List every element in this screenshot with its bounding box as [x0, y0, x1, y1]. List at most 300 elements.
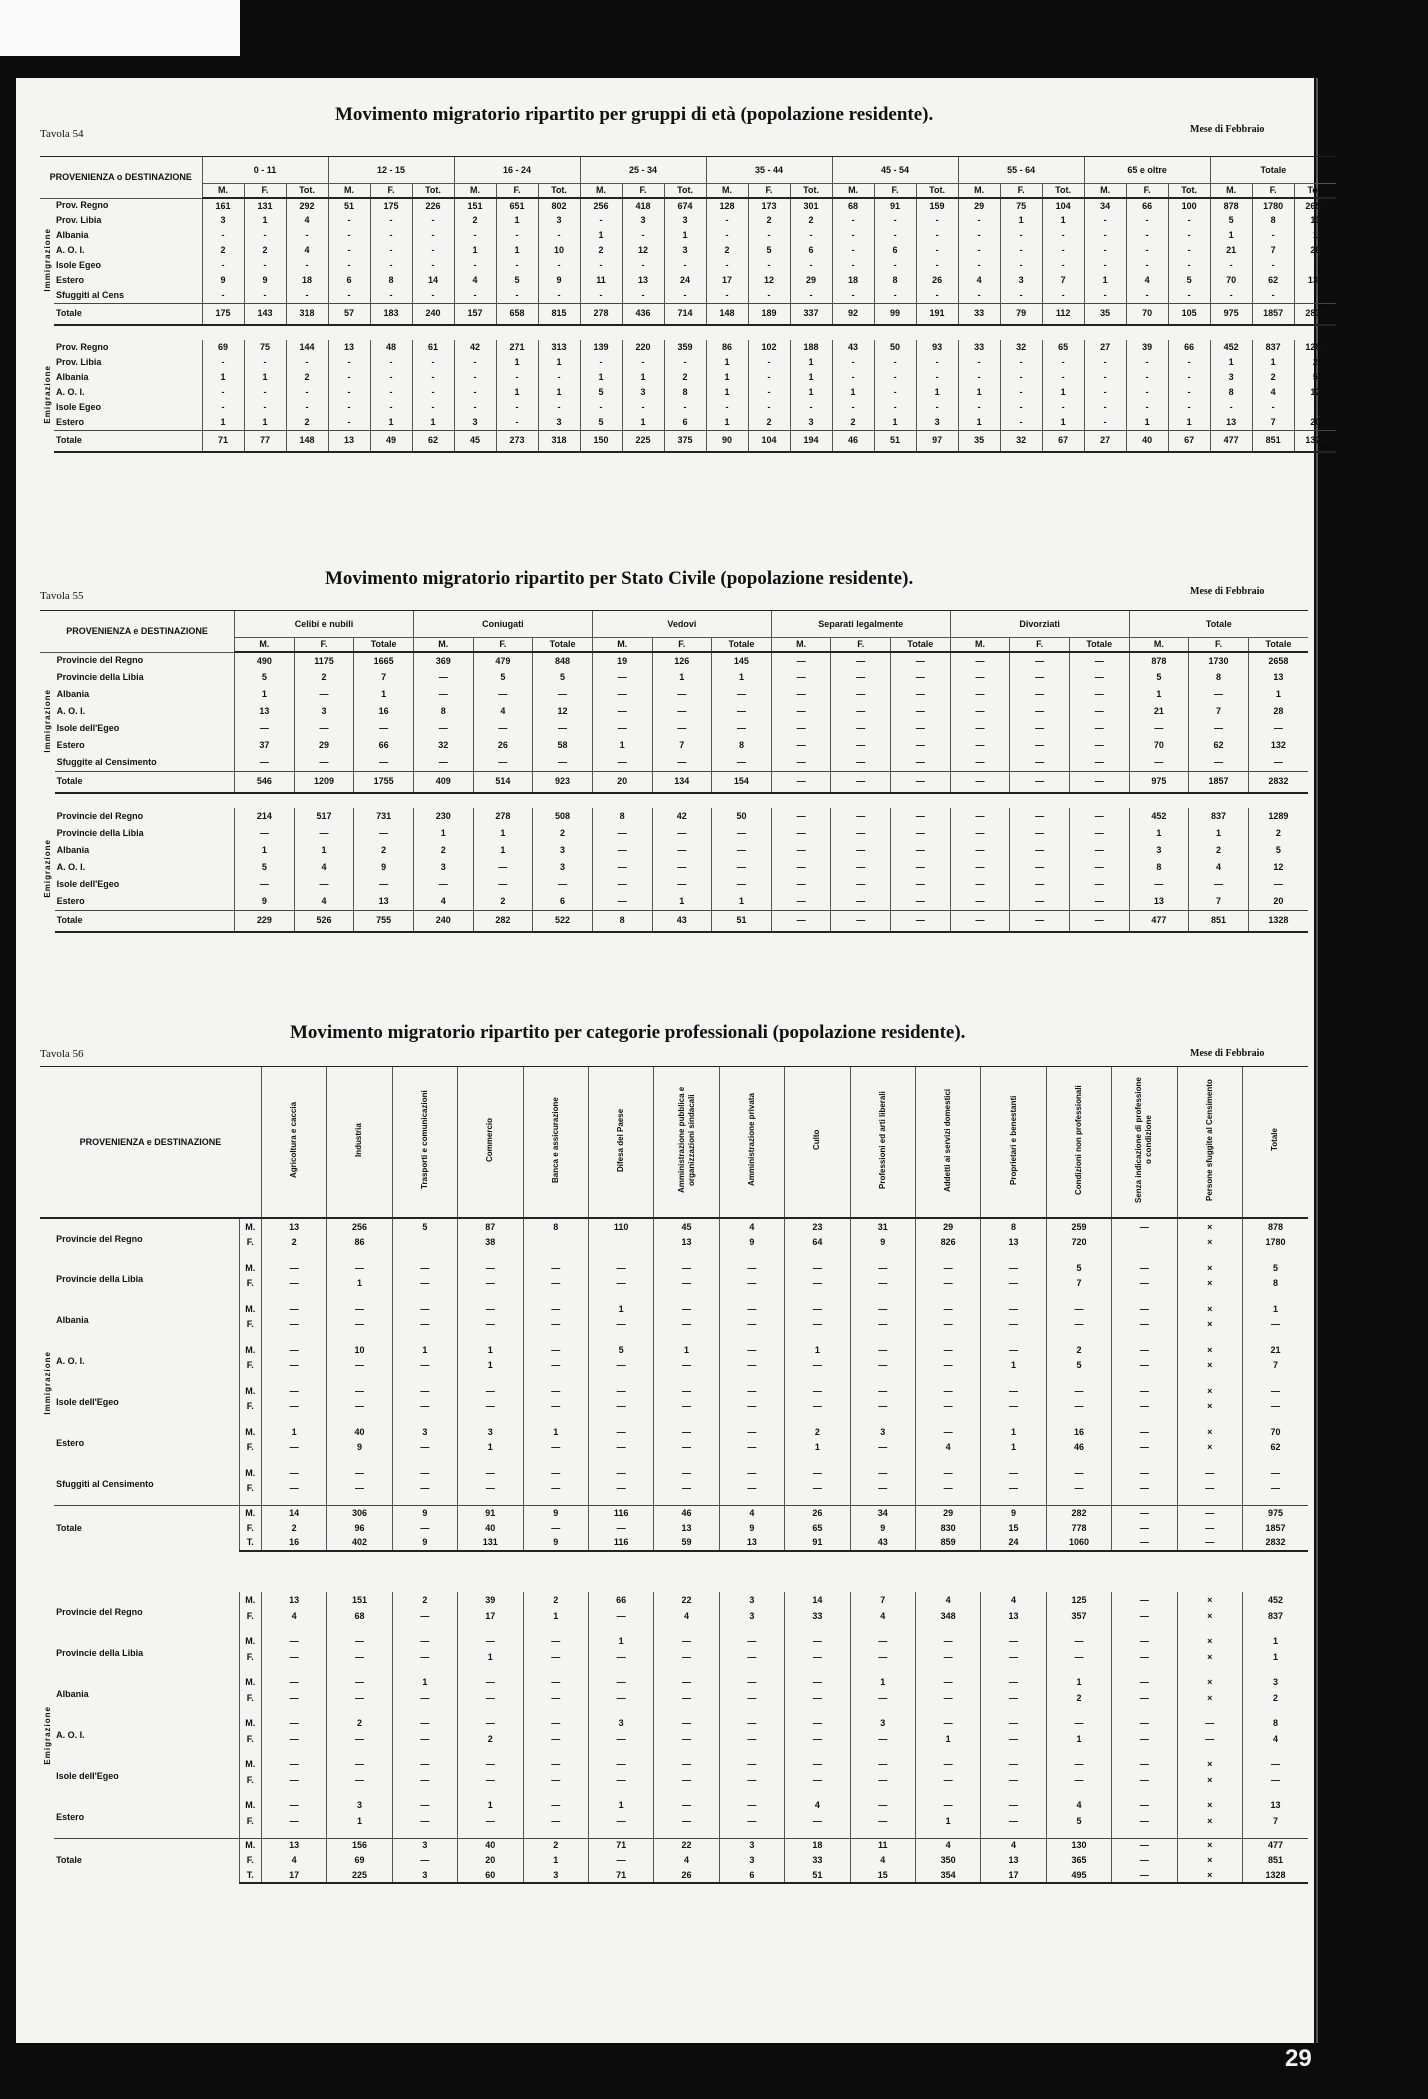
cell-value: —	[915, 1651, 980, 1674]
cell-value: 720	[1046, 1236, 1111, 1259]
total-value: 26	[654, 1868, 719, 1883]
total-value: —	[1112, 1853, 1177, 1868]
cell-value: -	[664, 288, 706, 303]
cell-value: -	[832, 400, 874, 415]
total-value: 2	[261, 1521, 326, 1536]
cell-value: 8	[1129, 859, 1189, 876]
total-value: 546	[235, 771, 295, 793]
cell-value: 1	[981, 1359, 1046, 1382]
category-header	[458, 1067, 523, 1219]
cell-value: 1	[1242, 1651, 1308, 1674]
cell-value: -	[1126, 370, 1168, 385]
cell-value: —	[1242, 1756, 1308, 1774]
cell-value: —	[392, 1300, 457, 1318]
cell-value: 1	[413, 825, 473, 842]
cell-value: -	[244, 355, 286, 370]
cell-value: 837	[1189, 808, 1249, 825]
cell-value: —	[523, 1300, 588, 1318]
cell-value: 5	[1242, 1259, 1308, 1277]
cell-value: -	[202, 228, 244, 243]
cell-value: 4	[1046, 1797, 1111, 1815]
total-value: 46	[654, 1506, 719, 1521]
cell-value: —	[831, 825, 891, 842]
cell-value: -	[1084, 370, 1126, 385]
cell-value: —	[392, 1382, 457, 1400]
total-value: 116	[588, 1536, 653, 1551]
cell-value: —	[785, 1692, 850, 1715]
total-value: 365	[1046, 1853, 1111, 1868]
cell-value: —	[981, 1756, 1046, 1774]
section-label-immigrazione	[40, 198, 54, 325]
cell-value: -	[370, 288, 412, 303]
cell-value: —	[654, 1774, 719, 1797]
cell-value: —	[1112, 1400, 1177, 1423]
cell-value: 1	[790, 370, 832, 385]
total-value: 20	[592, 771, 652, 793]
cell-value: 3	[719, 1592, 784, 1610]
cell-value: 802	[538, 198, 580, 213]
cell-value: 87	[458, 1218, 523, 1236]
cell-value: —	[950, 737, 1010, 754]
total-value: 3	[392, 1838, 457, 1853]
cell-value: —	[850, 1464, 915, 1482]
cell-value: -	[244, 400, 286, 415]
total-value: 71	[588, 1838, 653, 1853]
sex-label: F.	[239, 1853, 261, 1868]
cell-value: —	[261, 1674, 326, 1692]
sex-label: F.	[239, 1359, 261, 1382]
cell-value: ×	[1177, 1341, 1242, 1359]
cell-value: 4	[981, 1592, 1046, 1610]
cell-value: —	[1046, 1318, 1111, 1341]
cell-value: -	[706, 213, 748, 228]
cell-value: ×	[1177, 1774, 1242, 1797]
section-label-emigrazione	[40, 340, 54, 452]
cell-value: -	[1168, 213, 1210, 228]
cell-value: -	[958, 228, 1000, 243]
subcol-header: F.	[748, 184, 790, 199]
cell-value: 12	[1248, 859, 1308, 876]
sex-label: M.	[239, 1592, 261, 1610]
cell-value: 1	[1210, 355, 1252, 370]
cell-value: ×	[1177, 1651, 1242, 1674]
cell-value: —	[719, 1815, 784, 1839]
total-value: —	[1177, 1521, 1242, 1536]
cell-value: —	[712, 686, 772, 703]
subcol-header: F.	[1252, 184, 1294, 199]
cell-value: —	[719, 1482, 784, 1506]
cell-value: -	[916, 355, 958, 370]
cell-value: —	[392, 1400, 457, 1423]
total-value: —	[1112, 1868, 1177, 1883]
cell-value: —	[891, 720, 951, 737]
cell-value: 1	[588, 1797, 653, 1815]
total-value: 71	[588, 1868, 653, 1883]
row-label: Estero	[56, 1811, 85, 1822]
cell-value: 1	[1126, 415, 1168, 430]
total-value: 51	[874, 430, 916, 452]
cell-value: 93	[916, 340, 958, 355]
cell-value: 51	[328, 198, 370, 213]
cell-value: 2	[413, 842, 473, 859]
cell-value: —	[654, 1382, 719, 1400]
head-label: PROVENIENZA e DESTINAZIONE	[40, 611, 235, 653]
group-header: Separati legalmente	[771, 611, 950, 638]
cell-value: —	[652, 686, 712, 703]
cell-value: 1	[496, 355, 538, 370]
cell-value: -	[538, 288, 580, 303]
cell-value: 1	[261, 1423, 326, 1441]
cell-value: 452	[1129, 808, 1189, 825]
cell-value: —	[588, 1733, 653, 1756]
cell-value: 256	[327, 1218, 392, 1236]
cell-value: 3	[664, 243, 706, 258]
cell-value: 38	[458, 1236, 523, 1259]
cell-value: -	[958, 370, 1000, 385]
cell-value: —	[392, 1441, 457, 1464]
total-value: 6	[719, 1868, 784, 1883]
cell-value: —	[261, 1797, 326, 1815]
cell-value: 2	[327, 1715, 392, 1733]
cell-value: —	[1129, 754, 1189, 771]
cell-value: 1	[1000, 213, 1042, 228]
cell-value: 4	[915, 1592, 980, 1610]
cell-value: 8	[874, 273, 916, 288]
cell-value: 1	[235, 686, 295, 703]
cell-value: —	[235, 720, 295, 737]
cell-value: —	[915, 1482, 980, 1506]
cell-value: 13	[1129, 893, 1189, 910]
cell-value: —	[327, 1692, 392, 1715]
cell-value: 3	[202, 213, 244, 228]
cell-value: —	[1069, 825, 1129, 842]
total-value: 183	[370, 303, 412, 325]
cell-value: —	[915, 1300, 980, 1318]
cell-value: —	[392, 1259, 457, 1277]
row-label: A. O. I.	[56, 1356, 85, 1366]
group-header: 0 - 11	[202, 157, 328, 184]
total-value: 79	[1000, 303, 1042, 325]
row-label: Albania	[56, 1315, 89, 1325]
total-value: 477	[1129, 910, 1189, 932]
cell-value: 3	[664, 213, 706, 228]
cell-value: —	[1112, 1300, 1177, 1318]
cell-value: -	[538, 370, 580, 385]
cell-value: —	[652, 720, 712, 737]
cell-value: —	[523, 1277, 588, 1300]
cell-value: —	[950, 842, 1010, 859]
cell-value: —	[1010, 808, 1070, 825]
cell-value: 13	[1248, 669, 1308, 686]
cell-value: 1	[412, 415, 454, 430]
total-value: 13	[261, 1838, 326, 1853]
total-value: 975	[1210, 303, 1252, 325]
cell-value: 13	[261, 1218, 326, 1236]
cell-value: —	[523, 1318, 588, 1341]
total-value: 714	[664, 303, 706, 325]
cell-value: —	[719, 1359, 784, 1382]
cell-value: 1	[202, 370, 244, 385]
row-label: Albania	[56, 1688, 89, 1699]
cell-value: —	[950, 825, 1010, 842]
cell-value: 214	[235, 808, 295, 825]
table-row	[40, 669, 1308, 686]
cell-value: —	[1046, 1464, 1111, 1482]
cell-value: —	[1189, 686, 1249, 703]
cell-value: —	[392, 1359, 457, 1382]
tavola-55-table	[40, 610, 1308, 933]
cell-value: 175	[370, 198, 412, 213]
cell-value: ×	[1177, 1382, 1242, 1400]
cell-value: 70	[1210, 273, 1252, 288]
sex-label: F.	[239, 1774, 261, 1797]
cell-value: —	[785, 1382, 850, 1400]
cell-value: —	[652, 842, 712, 859]
cell-value: —	[261, 1400, 326, 1423]
cell-value: —	[588, 1441, 653, 1464]
table-row	[40, 1423, 1308, 1441]
cell-value: —	[981, 1318, 1046, 1341]
cell-value: —	[1112, 1715, 1177, 1733]
cell-value: -	[1168, 355, 1210, 370]
cell-value: —	[850, 1259, 915, 1277]
total-label: Totale	[54, 1506, 239, 1551]
cell-value: —	[654, 1482, 719, 1506]
cell-value: —	[719, 1692, 784, 1715]
total-value: 34	[850, 1506, 915, 1521]
cell-value: -	[1000, 370, 1042, 385]
row-label: Isole dell'Egeo	[56, 1770, 119, 1781]
cell-value: —	[1248, 876, 1308, 893]
cell-value: 8	[370, 273, 412, 288]
cell-value: 1	[1168, 415, 1210, 430]
total-value: 318	[286, 303, 328, 325]
cell-value: —	[392, 1715, 457, 1733]
cell-value: -	[454, 400, 496, 415]
cell-value: 1	[1129, 686, 1189, 703]
cell-value: 3	[622, 385, 664, 400]
total-value: 9	[719, 1521, 784, 1536]
cell-value: -	[1084, 213, 1126, 228]
cell-value: -	[454, 355, 496, 370]
category-header-text: Proprietari e benestanti	[1008, 1095, 1018, 1185]
cell-value: -	[496, 400, 538, 415]
cell-value: —	[850, 1692, 915, 1715]
cell-value: —	[981, 1774, 1046, 1797]
total-value: 104	[748, 430, 790, 452]
cell-value: 131	[244, 198, 286, 213]
cell-value: 70	[1242, 1423, 1308, 1441]
total-value: 318	[538, 430, 580, 452]
cell-value: 1	[785, 1441, 850, 1464]
cell-value: 17	[706, 273, 748, 288]
cell-value: 4	[719, 1218, 784, 1236]
cell-value: 508	[533, 808, 593, 825]
cell-value: —	[1010, 859, 1070, 876]
cell-value: —	[261, 1774, 326, 1797]
cell-value: 1	[327, 1815, 392, 1839]
cell-value: 517	[294, 808, 354, 825]
cell-value: -	[202, 355, 244, 370]
total-value: 1755	[354, 771, 414, 793]
total-value: 522	[533, 910, 593, 932]
total-value: 17	[261, 1868, 326, 1883]
total-value: 354	[915, 1868, 980, 1883]
table-row	[40, 355, 1336, 370]
cell-value: —	[915, 1382, 980, 1400]
total-value: 273	[496, 430, 538, 452]
table-row	[40, 273, 1336, 288]
cell-value: 14	[785, 1592, 850, 1610]
sex-label: M.	[239, 1300, 261, 1318]
cell-value: —	[1112, 1341, 1177, 1359]
cell-value: —	[392, 1797, 457, 1815]
section-label-text: Emigrazione	[42, 364, 52, 424]
cell-value: 50	[874, 340, 916, 355]
section-label-text: Immigrazione	[42, 227, 52, 292]
cell-value: —	[1112, 1610, 1177, 1633]
cell-value: 6	[533, 893, 593, 910]
cell-value: -	[328, 243, 370, 258]
cell-value: -	[1210, 288, 1252, 303]
cell-value: —	[1069, 669, 1129, 686]
cell-value: 4	[654, 1610, 719, 1633]
total-value: 51	[712, 910, 772, 932]
cell-value: -	[874, 400, 916, 415]
cell-value: —	[1242, 1774, 1308, 1797]
cell-value: -	[748, 228, 790, 243]
cell-value: 12	[533, 703, 593, 720]
category-header	[719, 1067, 784, 1219]
cell-value: —	[981, 1382, 1046, 1400]
cell-value: 3	[588, 1715, 653, 1733]
cell-value: —	[719, 1318, 784, 1341]
cell-value: —	[1112, 1756, 1177, 1774]
category-header	[1177, 1067, 1242, 1219]
total-value: —	[1010, 910, 1070, 932]
cell-value: —	[588, 1482, 653, 1506]
section-label-immigrazione	[40, 1218, 54, 1551]
subcol-header: Tot.	[664, 184, 706, 199]
cell-value: —	[1069, 737, 1129, 754]
cell-value: 23	[785, 1218, 850, 1236]
cell-value: —	[392, 1464, 457, 1482]
total-value: 1857	[1189, 771, 1249, 793]
total-value: 65	[785, 1521, 850, 1536]
total-value: 35	[958, 430, 1000, 452]
cell-value: -	[958, 243, 1000, 258]
cell-value: —	[719, 1774, 784, 1797]
cell-value: —	[392, 1610, 457, 1633]
cell-value: 4	[1242, 1733, 1308, 1756]
cell-value: 369	[413, 652, 473, 669]
cell-value: —	[712, 842, 772, 859]
cell-value: —	[654, 1651, 719, 1674]
cell-value: —	[915, 1277, 980, 1300]
cell-value: -	[832, 258, 874, 273]
cell-value: —	[235, 876, 295, 893]
cell-value: —	[294, 686, 354, 703]
cell-value: 5	[235, 859, 295, 876]
cell-value: 48	[370, 340, 412, 355]
cell-value: 2	[458, 1733, 523, 1756]
subcol-header: Tot.	[790, 184, 832, 199]
cell-value: ×	[1177, 1236, 1242, 1259]
cell-value: —	[588, 1651, 653, 1674]
cell-value: 68	[327, 1610, 392, 1633]
section-label-emigrazione	[40, 1592, 54, 1884]
cell-value: —	[261, 1733, 326, 1756]
sex-label: F.	[239, 1651, 261, 1674]
cell-value: 2	[1189, 842, 1249, 859]
cell-value: -	[370, 355, 412, 370]
cell-value: 2	[523, 1592, 588, 1610]
total-value: 112	[1042, 303, 1084, 325]
cell-value: —	[771, 876, 831, 893]
cell-value: —	[652, 703, 712, 720]
category-header-text: Totale	[1270, 1128, 1280, 1152]
cell-value: —	[458, 1715, 523, 1733]
cell-value: —	[261, 1651, 326, 1674]
cell-value: —	[592, 842, 652, 859]
total-value: 91	[458, 1506, 523, 1521]
cell-value: —	[592, 825, 652, 842]
cell-value: —	[588, 1815, 653, 1839]
total-value: —	[1069, 771, 1129, 793]
cell-value: —	[712, 876, 772, 893]
cell-value: —	[588, 1359, 653, 1382]
cell-value: 1	[706, 355, 748, 370]
table-row	[40, 808, 1308, 825]
cell-value: -	[1084, 355, 1126, 370]
cell-value: 5	[1046, 1259, 1111, 1277]
total-value: 278	[580, 303, 622, 325]
cell-value: —	[891, 669, 951, 686]
cell-value: -	[958, 213, 1000, 228]
cell-value: -	[1042, 400, 1084, 415]
cell-value: —	[533, 876, 593, 893]
row-label: Estero	[56, 895, 85, 906]
cell-value: —	[235, 754, 295, 771]
cell-value: 220	[622, 340, 664, 355]
cell-value: —	[1069, 893, 1129, 910]
cell-value: 2	[286, 370, 328, 385]
cell-value: —	[712, 859, 772, 876]
row-label: Provincie della Libia	[56, 828, 144, 838]
cell-value: -	[1168, 243, 1210, 258]
cell-value: —	[392, 1482, 457, 1506]
cell-value: 1	[392, 1341, 457, 1359]
table-row	[40, 893, 1308, 910]
row-label: Provincie della Libia	[56, 672, 144, 682]
cell-value: —	[719, 1341, 784, 1359]
category-header	[850, 1067, 915, 1219]
cell-value: 1	[916, 385, 958, 400]
sex-label: M.	[239, 1797, 261, 1815]
cell-value: 271	[496, 340, 538, 355]
cell-value: 1	[580, 228, 622, 243]
cell-value: -	[328, 400, 370, 415]
total-value: 409	[413, 771, 473, 793]
table-row	[40, 258, 1336, 273]
cell-value: 1	[958, 415, 1000, 430]
cell-value: -	[874, 370, 916, 385]
cell-value: -	[244, 258, 286, 273]
cell-value: -	[1042, 243, 1084, 258]
total-value: 70	[1126, 303, 1168, 325]
cell-value: —	[915, 1774, 980, 1797]
cell-value: -	[1126, 243, 1168, 258]
